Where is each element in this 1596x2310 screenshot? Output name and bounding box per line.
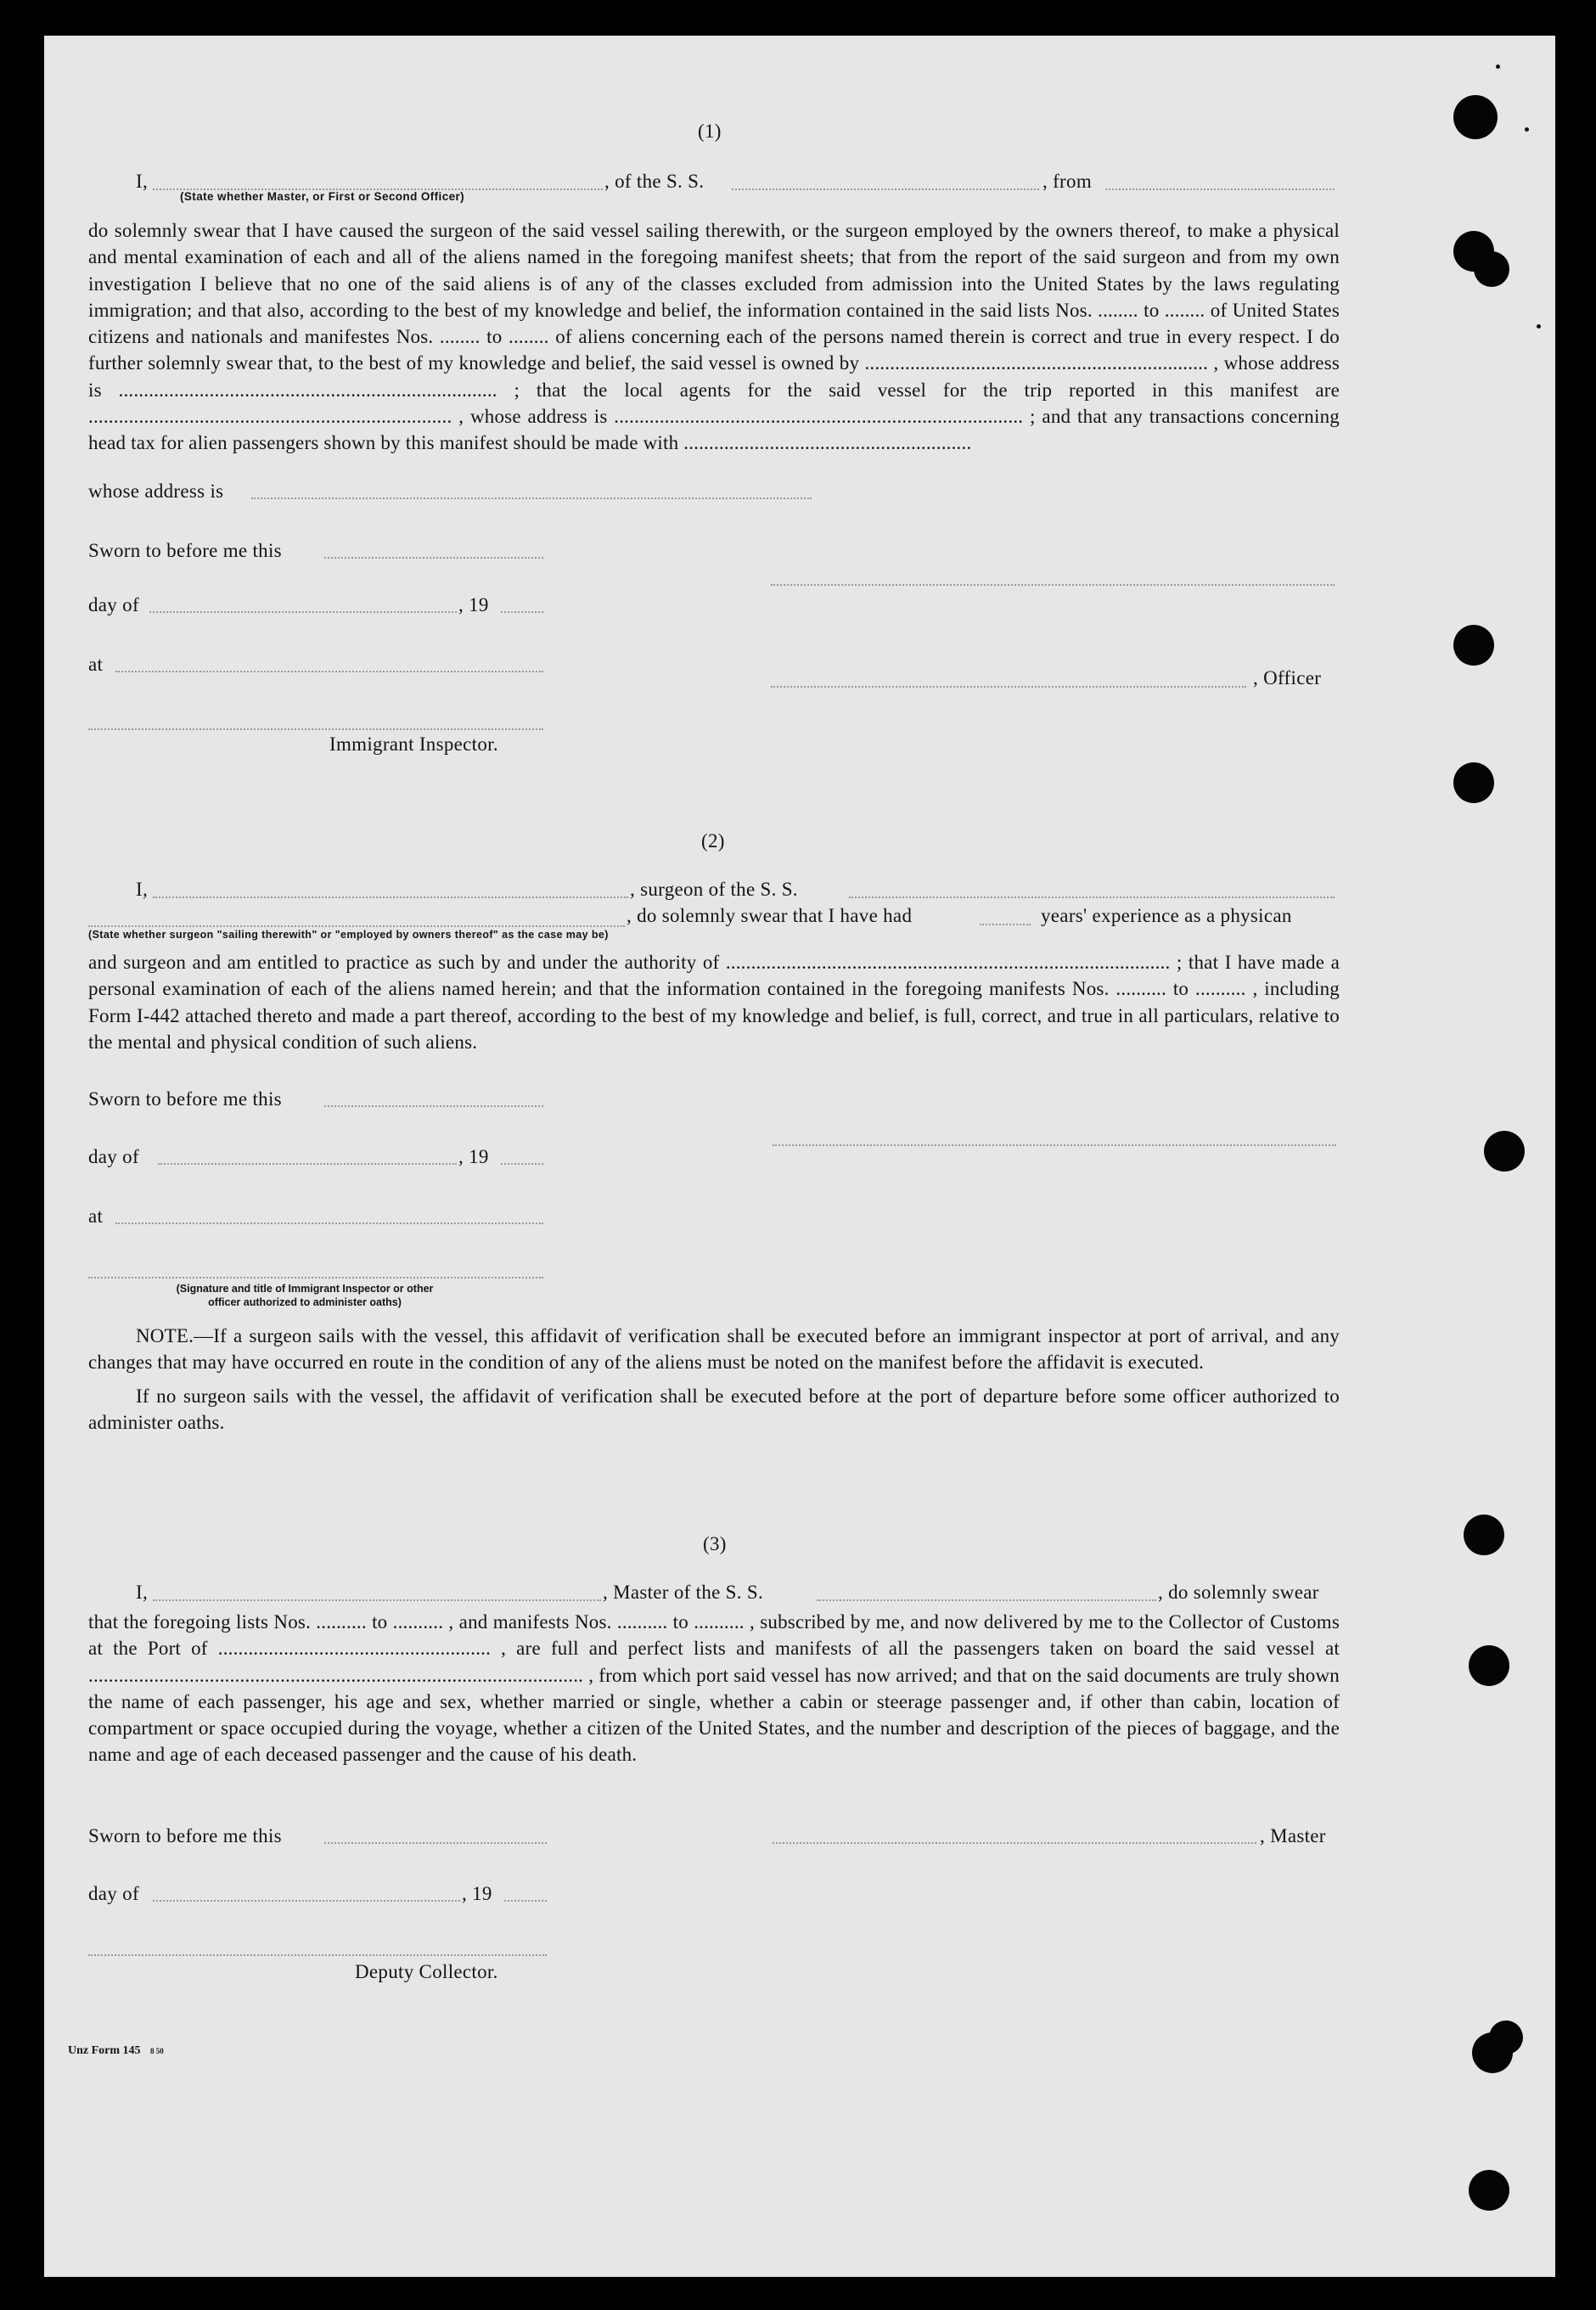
sworn-label-1: Sworn to before me this (88, 540, 282, 561)
punch-hole (1453, 762, 1494, 803)
master-signature-line[interactable] (773, 1842, 1256, 1844)
form-number (68, 2044, 164, 2058)
signature-caption-line-2: officer authorized to administer oaths) (208, 1296, 402, 1308)
sworn-label-2: Sworn to before me this (88, 1088, 282, 1110)
master-label: , Master (1260, 1825, 1326, 1846)
at-label-2: at (88, 1206, 104, 1227)
at-label-1: at (88, 654, 104, 675)
officer-line[interactable] (771, 686, 1246, 688)
year-label-2: , 19 (458, 1146, 489, 1167)
section-2-number: (2) (701, 830, 725, 851)
at-line-1[interactable] (115, 671, 543, 672)
punch-hole (1474, 251, 1509, 287)
from-label: , from (1042, 171, 1093, 192)
inspector-label-1: Immigrant Inspector. (329, 733, 498, 755)
section-1-number: (1) (698, 121, 722, 142)
punch-hole (1464, 1515, 1504, 1555)
year-label-3: , 19 (462, 1883, 492, 1904)
day-of-line-3[interactable] (153, 1900, 460, 1902)
section-3-number: (3) (703, 1533, 727, 1554)
years-label: years' experience as a physican (1041, 905, 1292, 926)
signature-caption (88, 1282, 521, 1309)
punch-hole (1484, 1131, 1525, 1172)
surgeon-capacity-line[interactable] (88, 925, 625, 927)
surgeon-vessel-line[interactable] (849, 896, 1335, 898)
surgeon-name-line[interactable] (153, 896, 628, 898)
vessel-name-line-3[interactable] (817, 1599, 1156, 1601)
note-text-2: If no surgeon sails with the vessel, the affidavit of verification shall be executed before at the port of departure before some officer authorized to administer oaths. (88, 1385, 1340, 1433)
section-1-i: I, (136, 171, 149, 192)
collector-label: Deputy Collector. (355, 1961, 498, 1982)
punch-hole (1489, 2021, 1523, 2054)
punch-hole (1469, 2170, 1509, 2211)
day-of-label-1: day of (88, 594, 139, 615)
whose-address-line[interactable] (251, 497, 812, 499)
day-of-label-3: day of (88, 1883, 139, 1904)
sworn-label-3: Sworn to before me this (88, 1825, 282, 1846)
form-code-text: 8 50 (150, 2047, 164, 2055)
master-name-line-3[interactable] (153, 1599, 601, 1601)
swear-had-label: , do solemnly swear that I have had (627, 905, 913, 926)
section-2-body (88, 949, 1340, 1055)
punch-hole (1453, 625, 1494, 666)
at-line-2[interactable] (115, 1222, 543, 1224)
surgeon-caption: (State whether surgeon "sailing therewith" or "employed by owners thereof" as the case may be) (88, 929, 609, 941)
signature-caption-line-1: (Signature and title of Immigrant Inspector or other (176, 1283, 434, 1295)
surgeon-of-label: , surgeon of the S. S. (630, 879, 798, 900)
inspector-line-1[interactable] (88, 728, 543, 730)
speck (1496, 65, 1500, 69)
swear-label-3: , do solemnly swear (1158, 1582, 1319, 1603)
section-2-body-text: and surgeon and am entitled to practice as such by and under the authority of ........................................................................................ ; that I have made a personal examination of each of the aliens named herein; and that the information contained in the foregoing manifests Nos. .......... to .......... , including Form I-442 attached thereto and made a part thereof, according to the best of my knowledge and belief, is full, correct, and true in all particulars, relative to the mental and physical condition of such aliens. (88, 952, 1340, 1053)
day-of-line-2[interactable] (158, 1163, 457, 1165)
year-line-3[interactable] (504, 1900, 547, 1902)
speck (1537, 324, 1541, 329)
punch-hole (1469, 1645, 1509, 1686)
note-text-1: NOTE.—If a surgeon sails with the vessel, this affidavit of verification shall be executed before an immigrant inspector at port of arrival, and any changes that may have occurred en route in the condition of any of the aliens must be noted on the manifest before the affidavit is executed. (88, 1325, 1340, 1374)
officer-label: , Officer (1253, 667, 1322, 689)
signature-line-1[interactable] (771, 584, 1335, 586)
sworn-line-3[interactable] (324, 1842, 547, 1844)
year-line-2[interactable] (501, 1163, 543, 1165)
master-caption: (State whether Master, or First or Second Officer) (180, 190, 465, 203)
section-3-i: I, (136, 1582, 149, 1603)
speck (1525, 127, 1529, 132)
years-line[interactable] (980, 924, 1031, 925)
section-2-i: I, (136, 879, 149, 900)
sworn-line-2[interactable] (324, 1105, 543, 1107)
master-of-label: , Master of the S. S. (603, 1582, 764, 1603)
whose-address-label: whose address is (88, 481, 224, 502)
signature-line-2[interactable] (773, 1144, 1336, 1146)
year-label-1: , 19 (458, 594, 489, 615)
section-3-body (88, 1609, 1340, 1768)
day-of-line-1[interactable] (149, 611, 457, 613)
section-1-body (88, 217, 1340, 457)
from-port-line[interactable] (1105, 188, 1335, 190)
collector-line[interactable] (88, 1954, 547, 1956)
vessel-name-line[interactable] (732, 188, 1039, 190)
form-number-text: Unz Form 145 (68, 2044, 141, 2057)
section-3-body-text: that the foregoing lists Nos. .......... to .......... , and manifests Nos. .......... to .......... , subscribed by me, and now delivered by me to the Collector of Customs at the Port of ...................................................... , are full and perfect lists and manifests of all the passengers taken on board the said vessel at .................................................................................................. , from which port said vessel has now arrived; and that on the said documents are truly shown the name of each passenger, his age and sex, whether married or single, whether a cabin or steerage passenger and, if other than cabin, location of compartment or space occupied during the voyage, whether a citizen of the United States, and the number and description of the pieces of baggage, and the name and age of each deceased passenger and the cause of his death. (88, 1611, 1340, 1766)
punch-hole (1453, 95, 1498, 139)
inspector-line-2[interactable] (88, 1277, 543, 1279)
sworn-line-1[interactable] (324, 557, 543, 559)
year-line-1[interactable] (501, 611, 543, 613)
of-ss-label: , of the S. S. (604, 171, 705, 192)
section-1-body-text: do solemnly swear that I have caused the surgeon of the said vessel sailing therewith, or the surgeon employed by the owners thereof, to make a physical and mental examination of each and all of the aliens named in the foregoing manifest sheets; that from the report of the said surgeon and from my own investigation I believe that no one of the said aliens is of any of the classes excluded from admission into the United States by the laws regulating immigration; and that also, according to the best of my knowledge and belief, the information contained in the said lists Nos. ........ to ........ of United States citizens and nationals and manifestes Nos. ........ to ........ of aliens concerning each of the persons named therein is correct and true in every respect. I do further solemnly swear that, to the best of my knowledge and belief, the said vessel is owned by .................................................................... , whose address is ........................................................................... ; that the local agents for the said vessel for the trip reported in this manifest are ........................................................................ , whose address is ................................................................................. ; and that any transactions concerning head tax for alien passengers shown by this manifest should be made with ......................................................... (88, 220, 1340, 454)
day-of-label-2: day of (88, 1146, 139, 1167)
note-block (88, 1323, 1340, 1436)
